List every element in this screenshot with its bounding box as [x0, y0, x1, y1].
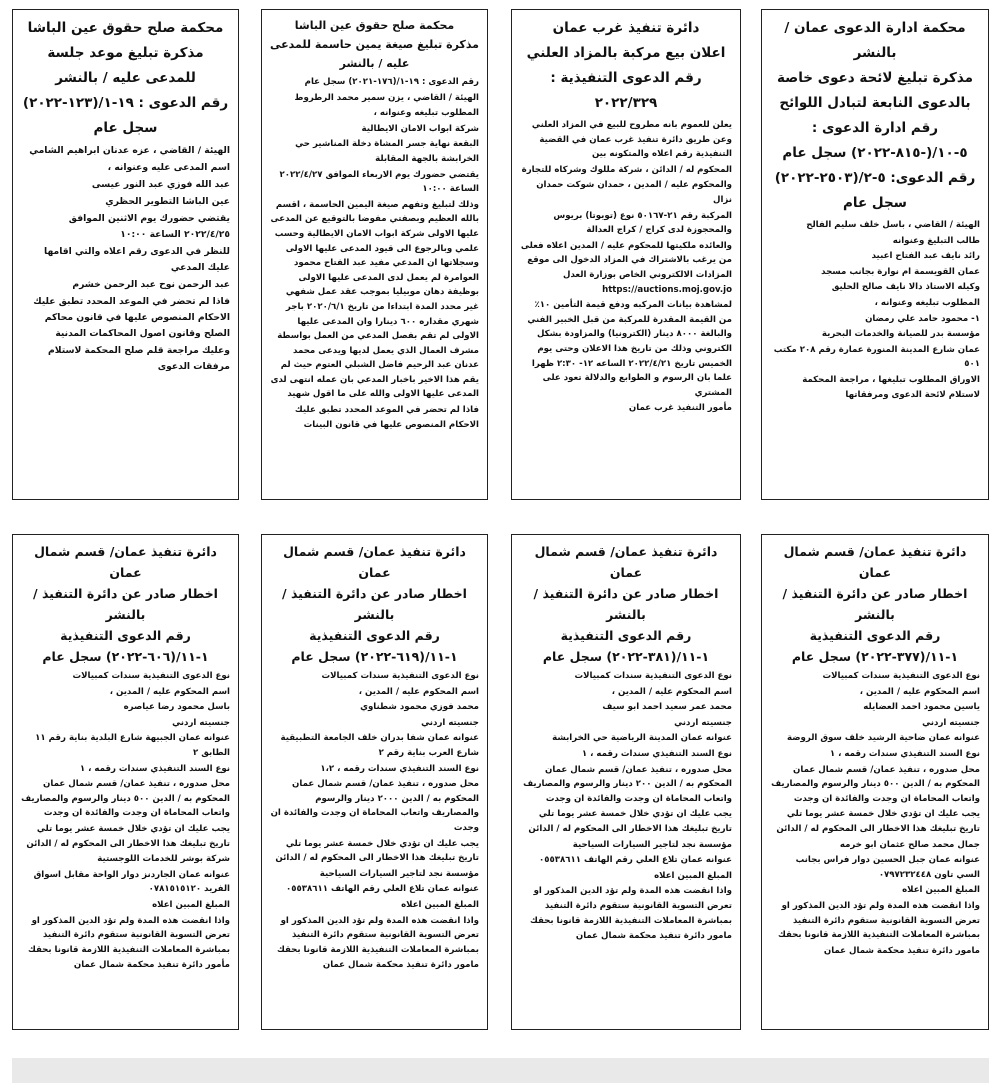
- notice-signature: مامور دائرة تنفيذ محكمة شمال عمان: [575, 931, 732, 942]
- notice-paragraph: طالب التبليغ وعنوانه: [892, 235, 980, 246]
- notice-paragraph: مؤسسة نجد لتاجير السيارات السياحية: [572, 839, 732, 850]
- notice-subtitle: اخطار صادر عن دائرة التنفيذ / بالنشر: [282, 586, 467, 622]
- notice-subtitle: مذكرة تبليغ لائحة دعوى خاصة بالدعوى النابعة لتبادل اللوائح: [776, 70, 974, 111]
- notice-paragraph: نوع السند التنفيذي سندات رقمه ، ١: [79, 763, 230, 774]
- notice-paragraph: جمال محمد صالح عثمان ابو خرمه: [839, 839, 980, 850]
- notice-paragraph: واذا انقضت هذه المدة ولم تؤد الدين المذكور او تعرض التسوية القانونية ستقوم دائرة التنفيذ بمباشرة المعاملات التنفيذية اللازمة قانونا بحقك: [777, 900, 980, 941]
- notice-paragraph: عمان القويسمة ام نوارة بجانب مسجد: [821, 266, 980, 277]
- notice-paragraph: المبلغ المبين اعلاه: [902, 885, 980, 896]
- notice-paragraph: محل صدوره ، تنفيذ عمان/ قسم شمال عمان المحكوم به / الدين ٢٠٠٠ دينار والرسوم والمصاريف واتعاب المحاماة ان وجدت والفائدة ان وجدت: [270, 779, 479, 833]
- notice-paragraph: الهيئة / القاضي ، باسل خلف سليم الفالح: [806, 220, 980, 230]
- notice-paragraph: فاذا لم تحضر في الموعد المحدد تطبق عليك الاحكام المنصوص عليها في قانون البينات: [294, 405, 479, 430]
- notice-body: [21, 669, 230, 973]
- notice-paragraph: عنوانه عمان الجاردنز دوار الواحة مقابل اسواق الفريد ٠٧٨١٥١٥١٢٠: [33, 869, 230, 895]
- notice-paragraph: عنوانه عمان ضاحية الرشيد خلف سوق الروضة: [786, 733, 980, 744]
- notice-paragraph: باسل محمود رضا عياصره: [123, 702, 230, 713]
- notice-paragraph: الهيئة / القاضي ، يزن سمير محمد الرطروط: [294, 92, 479, 103]
- notice-case-number: رقم الدعوى : ١٩-١/(١٢٣-٢٠٢٢): [22, 95, 229, 111]
- notice-paragraph: واذا انقضت هذه المدة ولم تؤد الدين المذكور او تعرض التسوية القانونية ستقوم دائرة التنفيذ بمباشرة المعاملات التنفيذية اللازمة قانونا بحقك: [529, 886, 732, 926]
- notice-paragraph: والمحكوم عليه / المدين ، حمدان شوكت حمدان نزال: [536, 180, 732, 205]
- notice-north-amman-377: [761, 534, 989, 1030]
- notice-paragraph: فاذا لم تحضر في الموعد المحدد تطبق عليك الاحكام المنصوص عليها في قانون محاكم الصلح وقانون اصول المحاكمات المدنية: [33, 296, 230, 339]
- notice-case-number: رقم الدعوى التنفيذية ١-١١/(٦١٩-٢٠٢٢) سجل عام: [291, 628, 458, 664]
- notice-title: دائرة تنفيذ عمان/ قسم شمال عمان: [283, 544, 466, 580]
- notice-paragraph: المطلوب تبليغه وعنوانه ،: [874, 297, 980, 308]
- notice-paragraph: محمد فوزي محمود شطناوي: [360, 702, 479, 713]
- notice-paragraph: وذلك لتبليغ وتفهم صيغة اليمين الحاسمة ، اقسم بالله العظيم وبصفتي مفوضا بالتوقيع عن المدعى عليها الاولى شركة ابواب الامان الايطالية وحسب علمي وبالرجوع الى قيود المدعى عليها الاولى وسجلاتها ان المدعي مفيد عبد الفتاح محمود العوامرة لم يعمل لدى المدعى عليها الاولى بوظيفة دهان موبيليا بموجب عقد عمل شفهي غير محدد المدة ابتداءا من تاريخ ٢٠٢٠/٦/١ باجر شهري مقداره ٦٠٠ دينارا وان المدعى عليها الاولى لم تقم بفصل المدعي من العمل بواسطة مشرف العمال الذي يعمل لديها ويدعى محمد عدنان عبد الرحيم فاضل الشبلي العتوم حيث لم يقم هذا الاخير باخبار المدعي بان عمله انتهى لدى المدعى عليها الاولى والله على ما اقول شهيد: [270, 199, 479, 400]
- notice-paragraph: والعائده ملكيتها للمحكوم عليه / المدين اعلاه فعلى من يرغب بالاشتراك في المزاد الدخول الى موقع المزادات الالكتروني الخاص بوزارة العدل https://auctions.moj.gov.jo: [520, 240, 732, 295]
- notice-paragraph: لمشاهدة بيانات المركبه ودفع قيمة التأمين ١٠٪ من القيمة المقدرة للمركبة من قبل الخبير الفني والبالغة ٨٠٠٠ دينار (الكترونيا) والمزاودة بشكل الكتروني وذلك من تاريخ هذا الاعلان وحتى يوم الخميس تاريخ ٢٠٢٢/٤/٢١ الساعه ١٢- ٢:٣٠ ظهرا علما بان الرسوم و الطوابع والدلالة تعود على المشتري: [527, 300, 732, 398]
- notice-paragraph: رائد نايف عبد الفتاح اعبيد: [871, 251, 980, 262]
- notice-paragraph: المبلغ المبين اعلاه: [654, 870, 732, 881]
- notice-paragraph: عبد الرحمن نوح عبد الرحمن خشرم: [72, 279, 230, 290]
- notice-paragraph: المبلغ المبين اعلاه: [152, 899, 230, 910]
- notice-case-number: رقم الدعوى التنفيذية : ٢٠٢٢/٣٢٩: [550, 70, 702, 111]
- notice-subtitle: اخطار صادر عن دائرة التنفيذ / بالنشر: [533, 586, 719, 622]
- notice-paragraph: اسم المحكوم عليه / المدين ،: [611, 686, 732, 697]
- notice-title: محكمة صلح حقوق عين الباشا: [27, 20, 224, 36]
- notice-case-number: رقم الدعوى التنفيذية ١-١١/(٣٨١-٢٠٢٢) سجل عام: [542, 628, 710, 664]
- notice-paragraph: اسم المحكوم عليه / المدين ،: [109, 686, 230, 697]
- notice-paragraph: نوع السند التنفيذي سندات رقمه ، ١،٢: [320, 763, 479, 774]
- notice-paragraph: محل صدوره ، تنفيذ عمان/ قسم شمال عمان المحكوم به / الدين ٥٠٠ دينار والرسوم والمصاريف واتعاب المحاماة ان وجدت والفائدة ان وجدت: [771, 764, 980, 804]
- notice-subtitle: اخطار صادر عن دائرة التنفيذ / بالنشر: [782, 586, 968, 622]
- notice-paragraph: يجب عليك ان تؤدي خلال خمسة عشر يوما تلي تاريخ تبليغك هذا الاخطار الى المحكوم له / الدائن: [26, 823, 230, 849]
- notice-paragraph: نوع السند التنفيذي سندات رقمه ، ١: [581, 748, 732, 759]
- notice-paragraph: نوع السند التنفيذي سندات رقمه ، ١: [829, 748, 980, 759]
- notice-register: رقم الدعوى: ٥-٢/(٢٥٠٣-٢٠٢٢) سجل عام: [774, 170, 976, 211]
- notice-paragraph: جنسيته اردني: [674, 717, 732, 728]
- notice-signature: مأمور دائرة تنفيذ محكمة شمال عمان: [73, 960, 230, 971]
- notice-paragraph: اسم المدعى عليه وعنوانه ،: [107, 162, 230, 173]
- notice-body: [520, 669, 732, 944]
- notice-paragraph: يجب عليك ان تؤدي خلال خمسة عشر يوما تلي تاريخ تبليغك هذا الاخطار الى المحكوم له / الدائن: [528, 809, 732, 834]
- notice-paragraph: شركة بوشر للخدمات اللوجستية: [97, 854, 230, 865]
- notice-body: [270, 75, 479, 432]
- notice-paragraph: وعليك مراجعة قلم صلح المحكمة لاستلام مرفقات الدعوى: [48, 345, 230, 372]
- notice-paragraph: يقتضي حضورك يوم الاثنين الموافق ٢٠٢٢/٤/٢٥ الساعة ١٠:٠٠: [68, 213, 230, 240]
- notice-paragraph: عنوانه عمان تلاع العلي رقم الهاتف ٠٥٥٣٨٦١١: [539, 855, 732, 866]
- notice-paragraph: المبلغ المبين اعلاه: [401, 899, 479, 910]
- notice-subtitle: مذكرة تبليغ موعد جلسة للمدعى عليه / بالنشر: [47, 45, 204, 86]
- notice-paragraph: ياسين محمود احمد العضايله: [863, 702, 980, 713]
- notice-paragraph: يجب عليك ان تؤدي خلال خمسة عشر يوما تلي تاريخ تبليغك هذا الاخطار الى المحكوم له / الدائن: [275, 838, 479, 864]
- notice-title: دائرة تنفيذ عمان/ قسم شمال عمان: [34, 544, 217, 580]
- notice-north-amman-381: [511, 534, 741, 1030]
- notice-paragraph: يقتضي حضورك يوم الاربعاء الموافق ٢٠٢٢/٤/٢٧ الساعة ١٠:٠٠: [279, 169, 479, 195]
- notice-case-number: رقم ادارة الدعوى : ٥-١٠/(-٨١٥-٢٠٢٢) سجل عام: [782, 120, 968, 161]
- notice-paragraph: البقعة نهاية جسر المشاة دخلة المناشير حي الخرابشة بالجهة المقابلة: [295, 139, 479, 164]
- bottom-gray-band: [12, 1058, 989, 1083]
- notice-subtitle: اعلان بيع مركبة بالمزاد العلني: [526, 45, 726, 61]
- notice-paragraph: اسم المحكوم عليه / المدين ،: [358, 686, 479, 697]
- notice-subtitle: مذكرة تبليغ صيغة يمين حاسمة للمدعى عليه / بالنشر: [270, 38, 479, 70]
- notice-subtitle: اخطار صادر عن دائرة التنفيذ / بالنشر: [33, 586, 218, 622]
- notice-paragraph: محل صدوره ، تنفيذ عمان/ قسم شمال عمان المحكوم به / الدين ٥٠٠ دينار والرسوم والمصاريف واتعاب المحاماة ان وجدت والفائدة ان وجدت: [21, 779, 230, 819]
- notice-paragraph: جنسيته اردني: [922, 717, 980, 728]
- notice-north-amman-619: [261, 534, 488, 1030]
- notice-paragraph: نوع الدعوى التنفيذية سندات كمبيالات: [822, 671, 980, 681]
- notice-paragraph: الهيئة / القاضي ، عزه عدنان ابراهيم الشامي: [29, 145, 230, 156]
- notice-paragraph: واذا انقضت هذه المدة ولم تؤد الدين المذكور او تعرض التسوية القانونية ستقوم دائرة التنفيذ بمباشرة المعاملات التنفيذية اللازمة قانونا بحقك: [27, 915, 230, 955]
- notice-body: [520, 118, 732, 416]
- notice-paragraph: نوع الدعوى التنفيذية سندات كمبيالات: [72, 671, 230, 681]
- notice-title: محكمة صلح حقوق عين الباشا: [294, 19, 455, 32]
- notice-body: [270, 669, 479, 973]
- notice-paragraph: وكيله الاستاذ دالا نايف صالح الحليق: [831, 282, 980, 293]
- notice-title: دائرة تنفيذ عمان/ قسم شمال عمان: [534, 544, 718, 580]
- notice-paragraph: اسم المحكوم عليه / المدين ،: [859, 686, 980, 697]
- notice-paragraph: جنسيته اردني: [172, 717, 230, 728]
- notice-paragraph: عمان شارع المدينة المنورة عمارة رقم ٢٠٨ مكتب ٥٠١: [773, 344, 980, 370]
- notice-paragraph: جنسيته اردني: [421, 717, 479, 728]
- notice-paragraph: نوع الدعوى التنفيذية سندات كمبيالات: [574, 671, 732, 681]
- notice-paragraph: عين الباشا التطوير الحظري: [105, 196, 230, 207]
- notice-body: [21, 143, 230, 375]
- notice-paragraph: المركبة رقم ٢١-٥٠١٦٧ نوع (تويوتا) بريوس والمحجوزة لدى كراج / كراج العدالة: [553, 210, 732, 236]
- notice-body: [770, 669, 980, 958]
- notice-north-amman-606: [12, 534, 239, 1030]
- notice-paragraph: واذا انقضت هذه المدة ولم تؤد الدين المذكور او تعرض التسوية القانونية ستقوم دائرة التنفيذ بمباشرة المعاملات التنفيذية اللازمة قانونا بحقك: [276, 915, 479, 955]
- notice-paragraph: محل صدوره ، تنفيذ عمان/ قسم شمال عمان المحكوم به / الدين ٢٠٠ دينار والرسوم والمصاريف واتعاب المحاماة ان وجدت والفائدة ان وجدت: [523, 764, 732, 804]
- notice-title: دائرة تنفيذ غرب عمان: [552, 20, 700, 36]
- notice-paragraph: عنوانه عمان جبل الحسين دوار فراس بجانب السي تاون ٠٧٩٧٢٣٢٤٤٨: [795, 855, 980, 880]
- notice-signature: مامور دائرة تنفيذ محكمة شمال عمان: [823, 945, 980, 956]
- notice-paragraph: عنوانه عمان الجبيهة شارع البلدية بناية رقم ١١ الطابق ٢: [35, 733, 230, 758]
- notice-paragraph: مؤسسة نجد لتاجير السيارات السياحية: [319, 868, 479, 879]
- notice-body: [770, 218, 980, 402]
- notice-paragraph: عنوانه عمان تلاع العلي رقم الهاتف ٠٥٥٣٨٦١١: [286, 884, 479, 895]
- notice-paragraph: نوع الدعوى التنفيذية سندات كمبيالات: [321, 671, 479, 681]
- notice-title: محكمة ادارة الدعوى عمان /بالنشر: [784, 20, 966, 61]
- notice-case-number: رقم الدعوى التنفيذية ١-١١/(٦٠٦-٢٠٢٢) سجل عام: [42, 628, 209, 664]
- notice-register: سجل عام: [93, 120, 158, 136]
- notice-case-number: رقم الدعوى التنفيذية ١-١١/(٣٧٧-٢٠٢٢) سجل عام: [791, 628, 959, 664]
- notice-ain-basha-hearing: [12, 9, 239, 500]
- notice-paragraph: عنوانه عمان المدينة الرياضية حي الخرابشة: [552, 733, 732, 744]
- notice-paragraph: مؤسسة بدر للصيانة والخدمات البحرية: [821, 329, 980, 340]
- notice-paragraph: عنوانه عمان شفا بدران خلف الجامعة التطبيقية شارع العرب بناية رقم ٢: [280, 733, 479, 758]
- notice-paragraph: شركة ابواب الامان الايطالية: [361, 123, 479, 134]
- notice-paragraph: الاوراق المطلوب تبليغها ، مراجعة المحكمة لاستلام لائحة الدعوى ومرفقاتها: [802, 374, 980, 400]
- notice-paragraph: ١- محمود حامد علي رمضان: [865, 313, 980, 324]
- notice-signature: مامور دائرة تنفيذ محكمة شمال عمان: [322, 960, 479, 971]
- notice-paragraph: محمد عمر سعيد احمد ابو سيف: [602, 702, 732, 713]
- notice-paragraph: عبد الله فوزي عبد النور عيسى: [91, 179, 230, 190]
- notice-paragraph: المطلوب تبليغه وعنوانه ،: [373, 108, 479, 119]
- notice-paragraph: المحكوم له / الدائن ، شركة مللوك وشركاه للتجارة: [521, 164, 732, 175]
- notice-paragraph: يعلن للعموم بانه مطروح للبيع في المزاد العلني وعن طريق دائرة تنفيذ غرب عمان في القضية التنفيذية رقم اعلاه والمتكونه بين: [531, 120, 732, 160]
- notice-paragraph: يجب عليك ان تؤدي خلال خمسة عشر يوما تلي تاريخ تبليغك هذا الاخطار الى المحكوم له / الدائن: [776, 809, 980, 834]
- notice-signature: مأمور التنفيذ غرب عمان: [628, 403, 732, 414]
- notice-west-amman-auction: [511, 9, 741, 500]
- notice-case-management-amman: [761, 9, 989, 500]
- notice-ain-basha-oath: [261, 9, 488, 500]
- notice-paragraph: للنظر في الدعوى رقم اعلاه والتي اقامها عليك المدعي: [44, 246, 230, 273]
- notice-title: دائرة تنفيذ عمان/ قسم شمال عمان: [783, 544, 967, 580]
- notice-case-number: رقم الدعوى : ١٩-١/(١٧٦-٢٠٢١) سجل عام: [304, 77, 479, 87]
